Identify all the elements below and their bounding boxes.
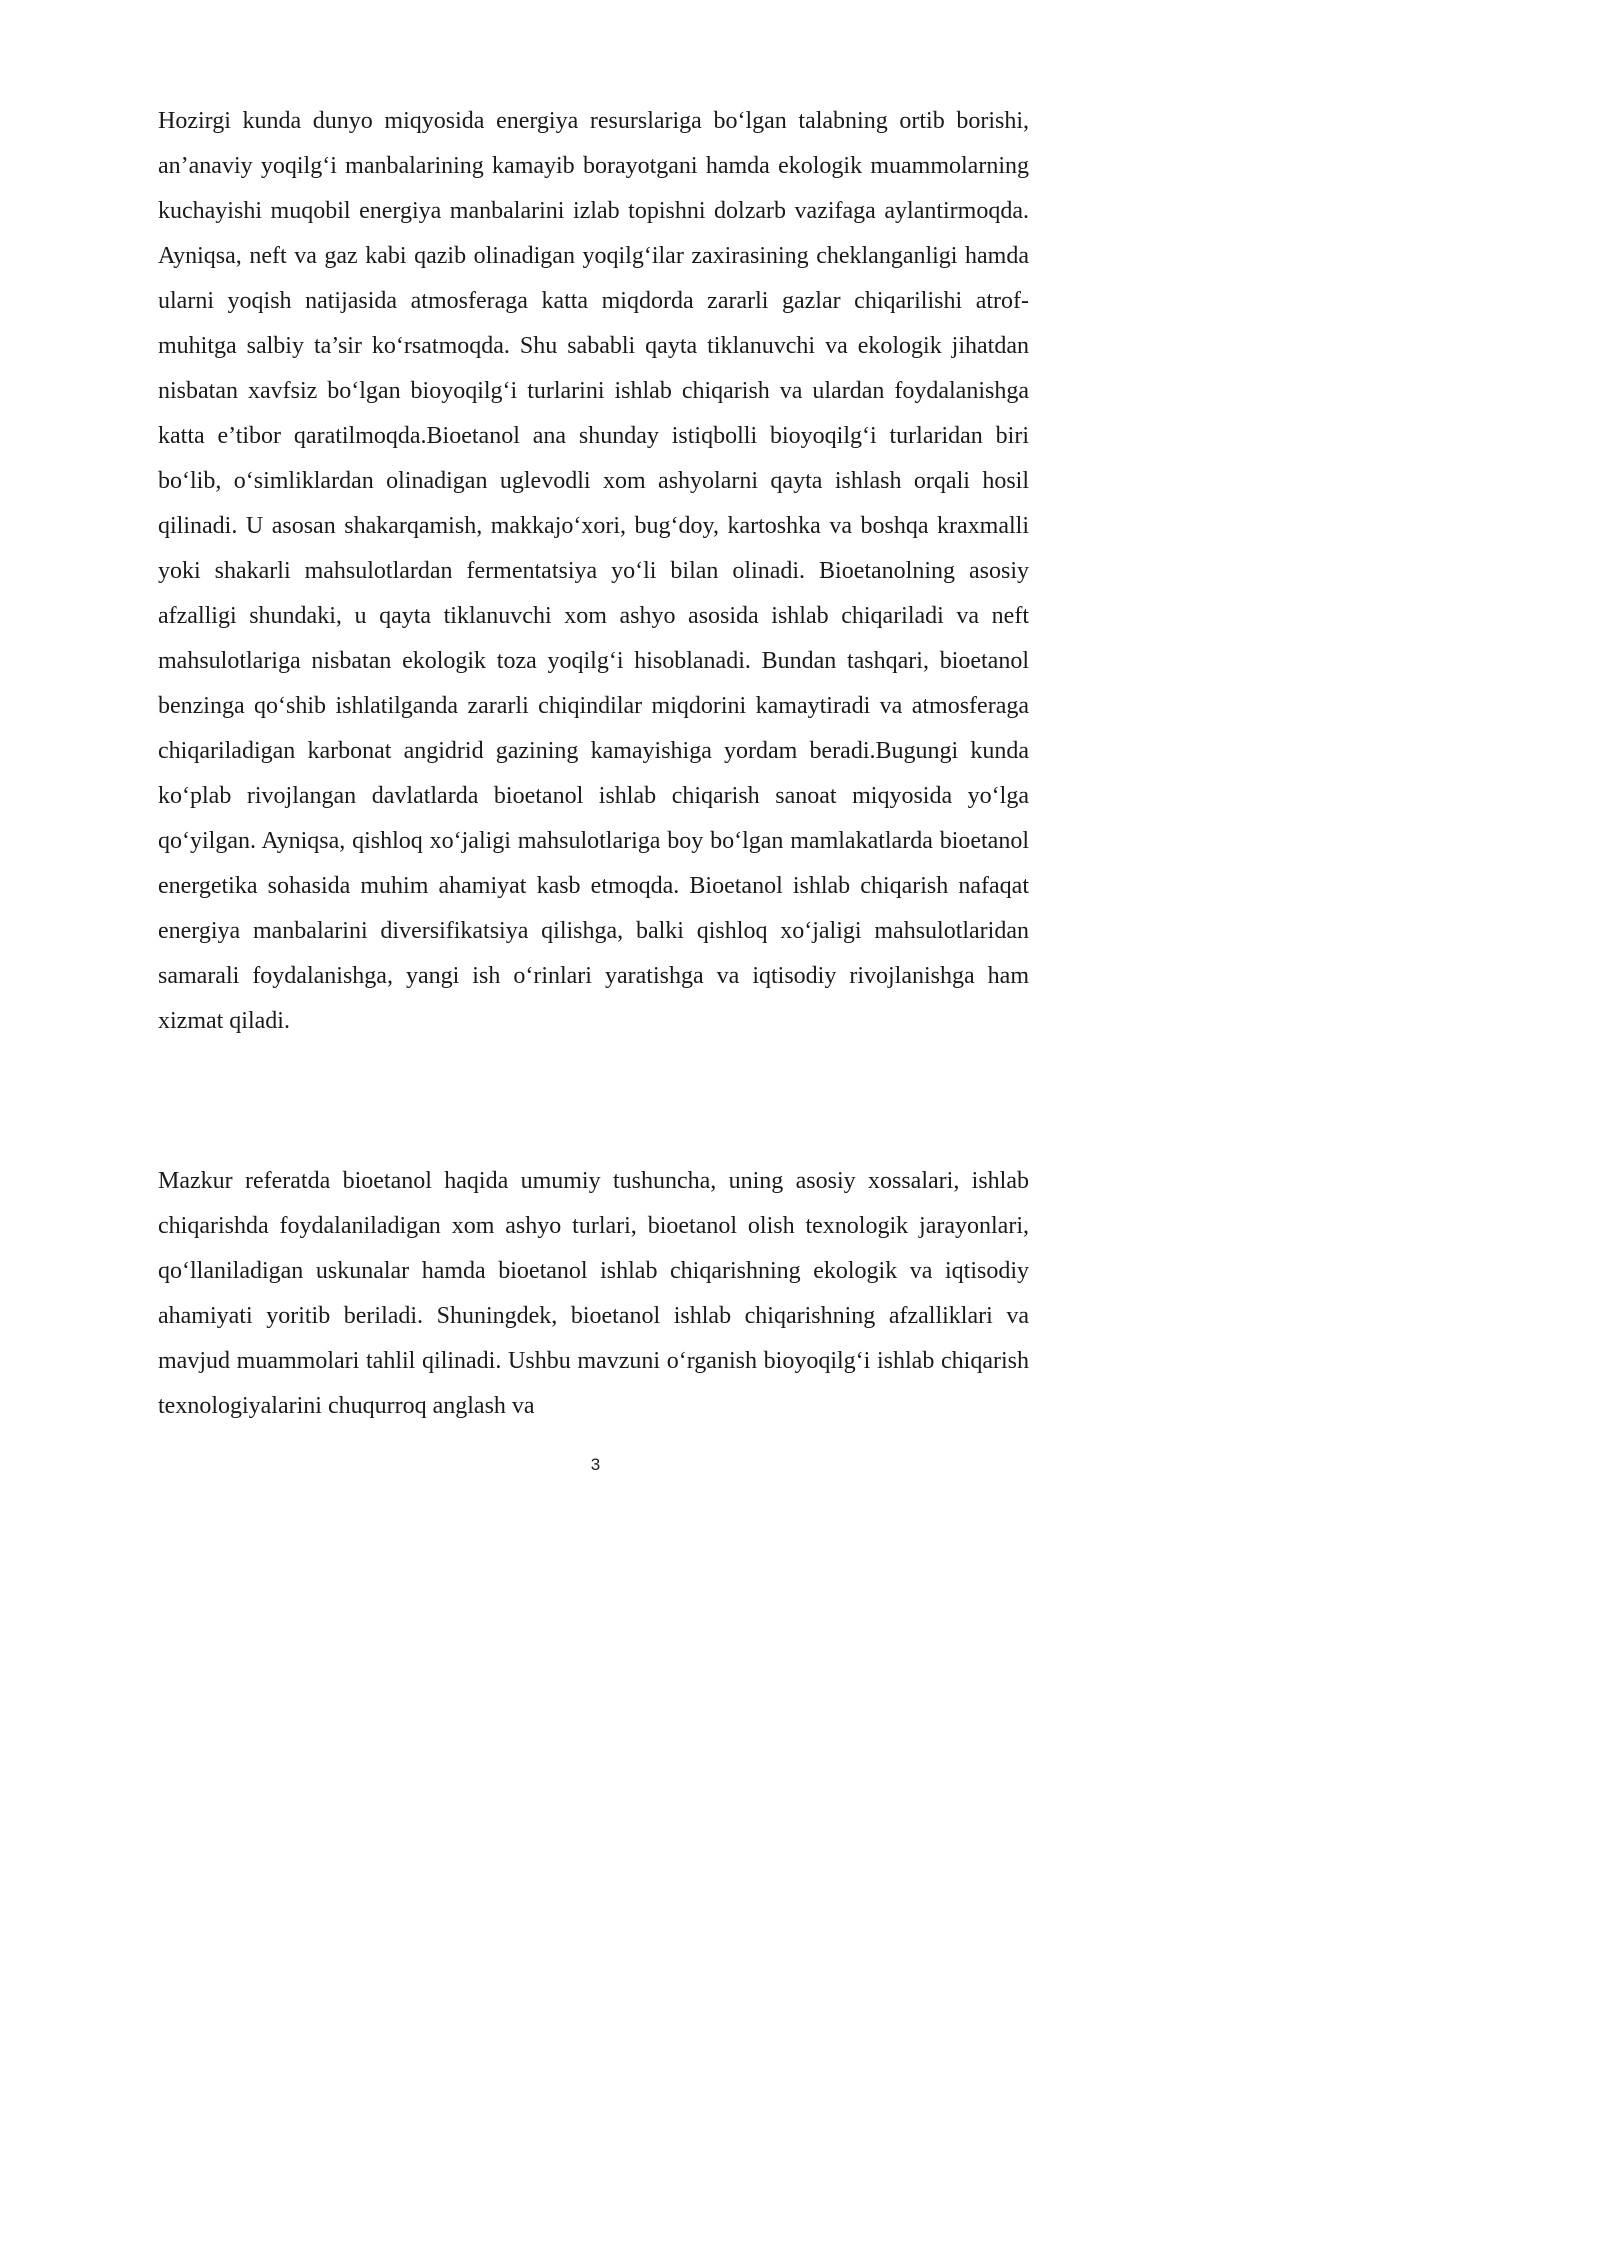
- body-paragraph-1: Hozirgi kunda dunyo miqyosida energiya resurslariga bo‘lgan talabning ortib borishi, an’anaviy yoqilg‘i manbalarining kamayib borayotgani hamda ekologik muammolarning kuchayishi muqobil energiya manbalarini izlab topishni dolzarb vazifaga aylantirmoqda. Ayniqsa, neft va gaz kabi qazib olinadigan yoqilg‘ilar zaxirasining cheklanganligi hamda ularni yoqish natijasida atmosferaga katta miqdorda zararli gazlar chiqarilishi atrof-muhitga salbiy ta’sir ko‘rsatmoqda. Shu sababli qayta tiklanuvchi va ekologik jihatdan nisbatan xavfsiz bo‘lgan bioyoqilg‘i turlarini ishlab chiqarish va ulardan foydalanishga katta e’tibor qaratilmoqda.Bioetanol ana shunday istiqbolli bioyoqilg‘i turlaridan biri bo‘lib, o‘simliklardan olinadigan uglevodli xom ashyolarni qayta ishlash orqali hosil qilinadi. U asosan shakarqamish, makkajo‘xori, bug‘doy, kartoshka va boshqa kraxmalli yoki shakarli mahsulotlardan fermentatsiya yo‘li bilan olinadi. Bioetanolning asosiy afzalligi shundaki, u qayta tiklanuvchi xom ashyo asosida ishlab chiqariladi va neft mahsulotlariga nisbatan ekologik toza yoqilg‘i hisoblanadi. Bundan tashqari, bioetanol benzinga qo‘shib ishlatilganda zararli chiqindilar miqdorini kamaytiradi va atmosferaga chiqariladigan karbonat angidrid gazining kamayishiga yordam beradi.Bugungi kunda ko‘plab rivojlangan davlatlarda bioetanol ishlab chiqarish sanoat miqyosida yo‘lga qo‘yilgan. Ayniqsa, qishloq xo‘jaligi mahsulotlariga boy bo‘lgan mamlakatlarda bioetanol energetika sohasida muhim ahamiyat kasb etmoqda. Bioetanol ishlab chiqarish nafaqat energiya manbalarini diversifikatsiya qilishga, balki qishloq xo‘jaligi mahsulotlaridan samarali foydalanishga, yangi ish o‘rinlari yaratishga va iqtisodiy rivojlanishga ham xizmat qiladi.: [158, 108, 1029, 1034]
- page-number: 3: [590, 1455, 601, 1474]
- body-paragraph-2: Mazkur referatda bioetanol haqida umumiy tushuncha, uning asosiy xossalari, ishlab chiqarishda foydalaniladigan xom ashyo turlari, bioetanol olish texnologik jarayonlari, qo‘llaniladigan uskunalar hamda bioetanol ishlab chiqarishning ekologik va iqtisodiy ahamiyati yoritib beriladi. Shuningdek, bioetanol ishlab chiqarishning afzalliklari va mavjud muammolari tahlil qilinadi. Ushbu mavzuni o‘rganish bioyoqilg‘i ishlab chiqarish texnologiyalarini chuqurroq anglash va: [158, 1168, 1029, 1419]
- document-page: [0, 0, 1101, 1557]
